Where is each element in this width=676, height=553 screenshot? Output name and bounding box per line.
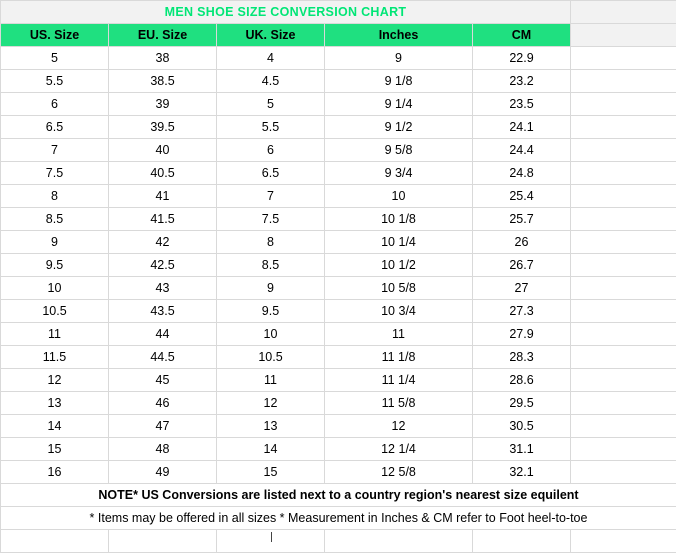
cell-inches[interactable]: 10 1/4 bbox=[325, 231, 473, 254]
cell-uk-size[interactable]: 5.5 bbox=[217, 116, 325, 139]
cell-inches[interactable]: 11 1/4 bbox=[325, 369, 473, 392]
cell-us-size[interactable]: 8 bbox=[1, 185, 109, 208]
cell-filler bbox=[571, 346, 676, 369]
cell-eu-size[interactable]: 43.5 bbox=[109, 300, 217, 323]
column-header-us-size[interactable]: US. Size bbox=[1, 24, 109, 47]
cell-inches[interactable]: 10 bbox=[325, 185, 473, 208]
cell-inches[interactable]: 10 1/8 bbox=[325, 208, 473, 231]
cell-cm[interactable]: 22.9 bbox=[473, 47, 571, 70]
cell-cm[interactable]: 27.3 bbox=[473, 300, 571, 323]
cell-eu-size[interactable]: 38 bbox=[109, 47, 217, 70]
cell-cm[interactable]: 31.1 bbox=[473, 438, 571, 461]
cell-us-size[interactable]: 8.5 bbox=[1, 208, 109, 231]
cell-eu-size[interactable]: 47 bbox=[109, 415, 217, 438]
cell-inches[interactable]: 12 1/4 bbox=[325, 438, 473, 461]
cell-inches[interactable]: 9 bbox=[325, 47, 473, 70]
table-row bbox=[1, 47, 676, 70]
cell-filler bbox=[571, 254, 676, 277]
cell-filler bbox=[571, 185, 676, 208]
cell-cm[interactable]: 28.6 bbox=[473, 369, 571, 392]
cell-us-size[interactable]: 6.5 bbox=[1, 116, 109, 139]
cell-us-size[interactable]: 10 bbox=[1, 277, 109, 300]
cell-eu-size[interactable]: 39.5 bbox=[109, 116, 217, 139]
cell-us-size[interactable]: 11.5 bbox=[1, 346, 109, 369]
table-row bbox=[1, 93, 676, 116]
cell-us-size[interactable]: 5 bbox=[1, 47, 109, 70]
cell-inches[interactable]: 11 1/8 bbox=[325, 346, 473, 369]
cell-uk-size[interactable]: 9 bbox=[217, 277, 325, 300]
cell-eu-size[interactable]: 43 bbox=[109, 277, 217, 300]
note-row-2 bbox=[1, 507, 676, 530]
tail-row bbox=[1, 530, 676, 553]
column-header-cm[interactable]: CM bbox=[473, 24, 571, 47]
cell-uk-size[interactable]: 13 bbox=[217, 415, 325, 438]
cell-cm[interactable]: 26 bbox=[473, 231, 571, 254]
cell-cm[interactable]: 29.5 bbox=[473, 392, 571, 415]
cell-uk-size[interactable]: 7 bbox=[217, 185, 325, 208]
cell-uk-size[interactable]: 7.5 bbox=[217, 208, 325, 231]
cell-eu-size[interactable]: 45 bbox=[109, 369, 217, 392]
cell-uk-size[interactable]: 4 bbox=[217, 47, 325, 70]
table-row bbox=[1, 438, 676, 461]
cell-inches[interactable]: 9 3/4 bbox=[325, 162, 473, 185]
cell-inches[interactable]: 10 5/8 bbox=[325, 277, 473, 300]
page-title: MEN SHOE SIZE CONVERSION CHART bbox=[1, 1, 571, 24]
cell-filler bbox=[571, 323, 676, 346]
cell-inches[interactable]: 9 1/4 bbox=[325, 93, 473, 116]
title-row-filler bbox=[571, 1, 676, 24]
cell-us-size[interactable]: 7.5 bbox=[1, 162, 109, 185]
cell-cm[interactable]: 23.2 bbox=[473, 70, 571, 93]
cell-eu-size[interactable]: 41 bbox=[109, 185, 217, 208]
column-header-uk-size[interactable]: UK. Size bbox=[217, 24, 325, 47]
cell-us-size[interactable]: 13 bbox=[1, 392, 109, 415]
cell-eu-size[interactable]: 44 bbox=[109, 323, 217, 346]
cell-eu-size[interactable]: 46 bbox=[109, 392, 217, 415]
cell-eu-size[interactable]: 48 bbox=[109, 438, 217, 461]
cell-uk-size[interactable]: 15 bbox=[217, 461, 325, 484]
table-row bbox=[1, 369, 676, 392]
cell-uk-size[interactable]: 14 bbox=[217, 438, 325, 461]
cell-cm[interactable]: 23.5 bbox=[473, 93, 571, 116]
cell-eu-size[interactable]: 44.5 bbox=[109, 346, 217, 369]
cell-us-size[interactable]: 5.5 bbox=[1, 70, 109, 93]
cell-eu-size[interactable]: 40.5 bbox=[109, 162, 217, 185]
cell-uk-size[interactable]: 5 bbox=[217, 93, 325, 116]
table-row bbox=[1, 231, 676, 254]
cell-cm[interactable]: 26.7 bbox=[473, 254, 571, 277]
cell-inches[interactable]: 11 bbox=[325, 323, 473, 346]
cell-cm[interactable]: 27 bbox=[473, 277, 571, 300]
cell-eu-size[interactable]: 38.5 bbox=[109, 70, 217, 93]
table-row bbox=[1, 116, 676, 139]
tail-cell[interactable] bbox=[571, 530, 676, 553]
table-row bbox=[1, 300, 676, 323]
cell-uk-size[interactable]: 6 bbox=[217, 139, 325, 162]
tail-cell[interactable] bbox=[109, 530, 217, 553]
table-row bbox=[1, 277, 676, 300]
tail-cell[interactable] bbox=[473, 530, 571, 553]
cell-filler bbox=[571, 208, 676, 231]
table-row bbox=[1, 208, 676, 231]
title-row bbox=[1, 1, 676, 24]
cell-cm[interactable]: 24.8 bbox=[473, 162, 571, 185]
cell-uk-size[interactable]: 9.5 bbox=[217, 300, 325, 323]
cell-inches[interactable]: 10 3/4 bbox=[325, 300, 473, 323]
cell-eu-size[interactable]: 41.5 bbox=[109, 208, 217, 231]
cell-us-size[interactable]: 14 bbox=[1, 415, 109, 438]
column-header-eu-size[interactable]: EU. Size bbox=[109, 24, 217, 47]
cell-uk-size[interactable]: 10 bbox=[217, 323, 325, 346]
table-row bbox=[1, 162, 676, 185]
cell-us-size[interactable]: 6 bbox=[1, 93, 109, 116]
cell-inches[interactable]: 10 1/2 bbox=[325, 254, 473, 277]
table-row bbox=[1, 185, 676, 208]
cell-cm[interactable]: 30.5 bbox=[473, 415, 571, 438]
cell-filler bbox=[571, 116, 676, 139]
cell-inches[interactable]: 9 5/8 bbox=[325, 139, 473, 162]
cell-cm[interactable]: 28.3 bbox=[473, 346, 571, 369]
table-row bbox=[1, 254, 676, 277]
cell-eu-size[interactable]: 42 bbox=[109, 231, 217, 254]
cell-us-size[interactable]: 9.5 bbox=[1, 254, 109, 277]
note-row-1 bbox=[1, 484, 676, 507]
table-row bbox=[1, 139, 676, 162]
cell-uk-size[interactable]: 4.5 bbox=[217, 70, 325, 93]
cell-cm[interactable]: 25.7 bbox=[473, 208, 571, 231]
cell-filler bbox=[571, 93, 676, 116]
cell-inches[interactable]: 12 bbox=[325, 415, 473, 438]
cell-filler bbox=[571, 300, 676, 323]
cell-filler bbox=[571, 438, 676, 461]
column-header-inches[interactable]: Inches bbox=[325, 24, 473, 47]
cell-cm[interactable]: 24.4 bbox=[473, 139, 571, 162]
cell-filler bbox=[571, 139, 676, 162]
table-row bbox=[1, 323, 676, 346]
cell-cm[interactable]: 25.4 bbox=[473, 185, 571, 208]
cell-eu-size[interactable]: 42.5 bbox=[109, 254, 217, 277]
cell-uk-size[interactable]: 8.5 bbox=[217, 254, 325, 277]
cell-inches[interactable]: 12 5/8 bbox=[325, 461, 473, 484]
table-row bbox=[1, 415, 676, 438]
cell-us-size[interactable]: 9 bbox=[1, 231, 109, 254]
header-row bbox=[1, 24, 676, 47]
cell-uk-size[interactable]: 11 bbox=[217, 369, 325, 392]
cell-uk-size[interactable]: 12 bbox=[217, 392, 325, 415]
tail-cell-marked[interactable] bbox=[217, 530, 325, 553]
cell-eu-size[interactable]: 40 bbox=[109, 139, 217, 162]
cell-filler bbox=[571, 277, 676, 300]
table-row bbox=[1, 70, 676, 93]
cell-cm[interactable]: 32.1 bbox=[473, 461, 571, 484]
cell-inches[interactable]: 11 5/8 bbox=[325, 392, 473, 415]
cell-eu-size[interactable]: 49 bbox=[109, 461, 217, 484]
cell-filler bbox=[571, 392, 676, 415]
cell-cm[interactable]: 24.1 bbox=[473, 116, 571, 139]
cell-us-size[interactable]: 15 bbox=[1, 438, 109, 461]
cell-filler bbox=[571, 70, 676, 93]
cell-filler bbox=[571, 369, 676, 392]
header-row-filler bbox=[571, 24, 676, 47]
cell-uk-size[interactable]: 6.5 bbox=[217, 162, 325, 185]
cell-filler bbox=[571, 415, 676, 438]
cell-us-size[interactable]: 10.5 bbox=[1, 300, 109, 323]
cell-cm[interactable]: 27.9 bbox=[473, 323, 571, 346]
cell-uk-size[interactable]: 10.5 bbox=[217, 346, 325, 369]
cell-us-size[interactable]: 11 bbox=[1, 323, 109, 346]
note-measurement: * Items may be offered in all sizes * Measurement in Inches & CM refer to Foot heel-to-toe bbox=[1, 507, 676, 530]
table-body bbox=[1, 1, 676, 553]
table-row bbox=[1, 346, 676, 369]
cell-eu-size[interactable]: 39 bbox=[109, 93, 217, 116]
table-row bbox=[1, 461, 676, 484]
note-conversions: NOTE* US Conversions are listed next to a country region's nearest size equilent bbox=[1, 484, 676, 507]
cell-us-size[interactable]: 7 bbox=[1, 139, 109, 162]
cell-filler bbox=[571, 461, 676, 484]
cell-inches[interactable]: 9 1/8 bbox=[325, 70, 473, 93]
cell-us-size[interactable]: 12 bbox=[1, 369, 109, 392]
cell-inches[interactable]: 9 1/2 bbox=[325, 116, 473, 139]
cell-filler bbox=[571, 231, 676, 254]
cell-us-size[interactable]: 16 bbox=[1, 461, 109, 484]
cell-filler bbox=[571, 47, 676, 70]
tail-cell[interactable] bbox=[1, 530, 109, 553]
cell-filler bbox=[571, 162, 676, 185]
cell-uk-size[interactable]: 8 bbox=[217, 231, 325, 254]
tail-cell[interactable] bbox=[325, 530, 473, 553]
table-row bbox=[1, 392, 676, 415]
